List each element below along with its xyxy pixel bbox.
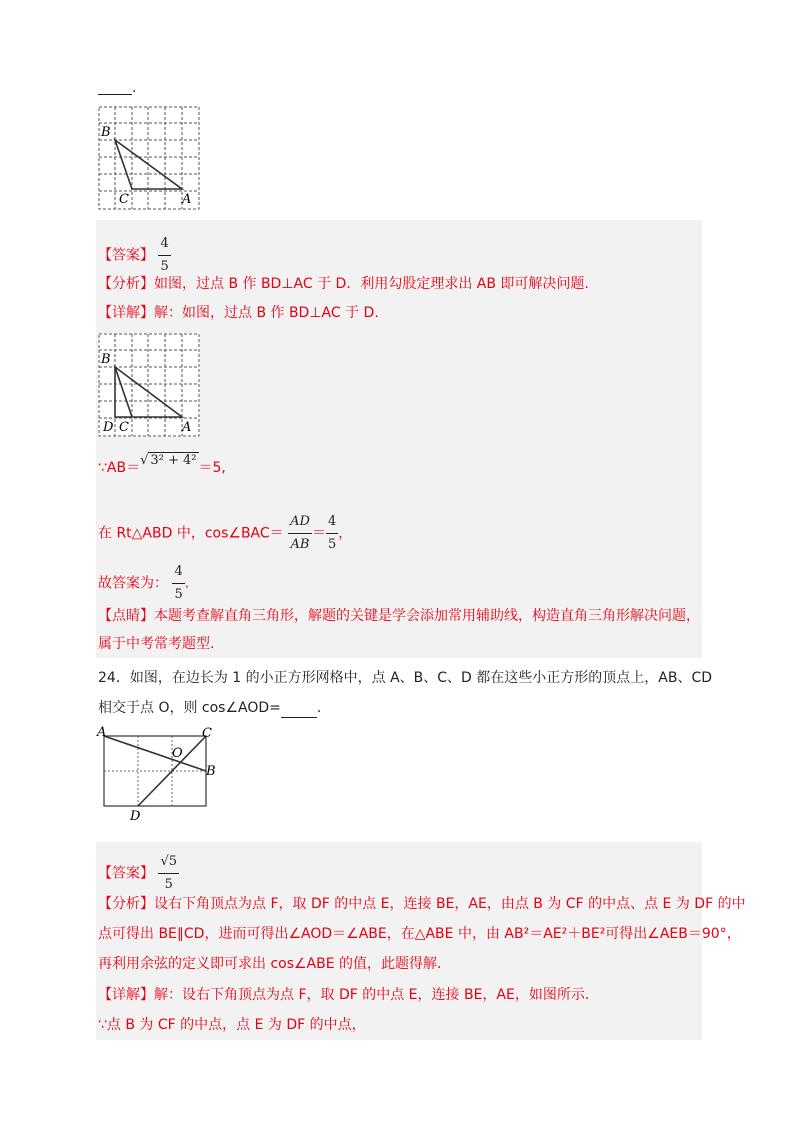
analysis-tag: 【分析】 (98, 276, 154, 292)
fig2-label-b: B (101, 352, 111, 367)
top-blank-period: . (132, 80, 137, 96)
question-24-line-1: 24．如图，在边长为 1 的小正方形网格中，点 A、B、C、D 都在这些小正方形的顶点上，AB、CD (98, 670, 712, 686)
cos-eq: ＝ (311, 525, 326, 542)
detail-2-line-1 (98, 985, 589, 1005)
analysis-2-line-3: 再利用余弦的定义即可求出 cos∠ABE 的值，此题得解. (98, 956, 442, 972)
question-24-line-2 (98, 698, 321, 718)
answer-tag-2: 【答案】 (98, 865, 154, 882)
answer-line-1 (98, 234, 171, 277)
sqrt-expression: √ 3² + 4² (140, 453, 197, 468)
detail-text: 解：如图，过点 B 作 BD⊥AC 于 D. (154, 305, 379, 321)
ab-length-line (98, 453, 226, 479)
analysis-2-text-1: 设右下角顶点为点 F，取 DF 的中点 E，连接 BE，AE，由点 B 为 CF 的中点、点 E 为 DF 的中 (154, 896, 746, 912)
top-blank-line (98, 80, 132, 95)
detail-tag-2: 【详解】 (98, 987, 154, 1003)
analysis-text: 如图，过点 B 作 BD⊥AC 于 D．利用勾股定理求出 AB 即可解决问题. (154, 276, 589, 292)
final-suffix: . (184, 575, 190, 592)
comment-tag: 【点睛】 (98, 608, 154, 624)
detail-2-line-2: ∵点 B 为 CF 的中点，点 E 为 DF 的中点， (98, 1017, 366, 1033)
cos-fraction-ad-ab: $\frac{AD}{AB}$ (288, 512, 312, 555)
fig3-label-c: C (202, 726, 212, 741)
final-fraction: $\frac{4}{5}$ (172, 562, 184, 605)
analysis-line-1 (98, 274, 589, 294)
cos-prefix: 在 Rt△ABD 中，cos∠BAC＝ (98, 525, 284, 542)
cos-suffix: ， (338, 525, 353, 542)
final-answer-line (98, 562, 189, 605)
fig1-label-c: C (119, 192, 129, 207)
fig2-label-c: C (119, 420, 129, 435)
comment-line-2 (98, 634, 214, 654)
analysis-2-line-2: 点可得出 BE∥CD，进而可得出∠AOD＝∠ABE，在△ABE 中，由 AB²＝AE²＋BE²可得出∠AEB＝90°， (98, 926, 741, 942)
figure-2-triangle-grid (98, 333, 200, 437)
comment-line-1 (98, 606, 700, 626)
comment-text-1: 本题考查解直角三角形，解题的关键是学会添加常用辅助线，构造直角三角形解决问题， (154, 608, 700, 624)
cos-line (98, 512, 352, 555)
fig3-label-o: O (172, 746, 183, 761)
final-prefix: 故答案为： (98, 575, 168, 592)
comment-text-2: 属于中考常考题型. (98, 636, 215, 652)
fig1-label-a: A (182, 192, 192, 207)
answer-fraction-2: $\frac{√5}{5}$ (158, 852, 179, 895)
question-24-line-2-text: 相交于点 O，则 cos∠AOD= (98, 700, 281, 716)
fig2-label-d: D (103, 420, 114, 435)
cos-fraction-4-5: $\frac{4}{5}$ (326, 512, 338, 555)
answer-blank (281, 703, 317, 718)
detail-2-text-1: 解：设右下角顶点为点 F，取 DF 的中点 E，连接 BE，AE，如图所示. (154, 987, 590, 1003)
fig1-label-b: B (101, 125, 111, 140)
ab-prefix: ∵AB＝ (98, 460, 141, 476)
figure-1-triangle-grid (98, 106, 200, 210)
analysis-2-line-1 (98, 894, 746, 914)
figure-3-intersecting-lines-grid (96, 724, 220, 824)
answer-tag: 【答案】 (98, 247, 154, 264)
fig3-label-a: A (97, 725, 107, 740)
answer-line-2 (98, 852, 179, 895)
analysis-tag-2: 【分析】 (98, 896, 154, 912)
question-24-line-2-period: . (316, 700, 322, 716)
detail-tag: 【详解】 (98, 305, 154, 321)
fig2-label-a: A (182, 420, 192, 435)
detail-line-1 (98, 303, 379, 323)
ab-suffix: ＝5, (198, 460, 226, 476)
fig3-label-d: D (130, 809, 141, 824)
fig3-label-b: B (206, 764, 216, 779)
answer-fraction: $\frac{4}{5}$ (158, 234, 170, 277)
